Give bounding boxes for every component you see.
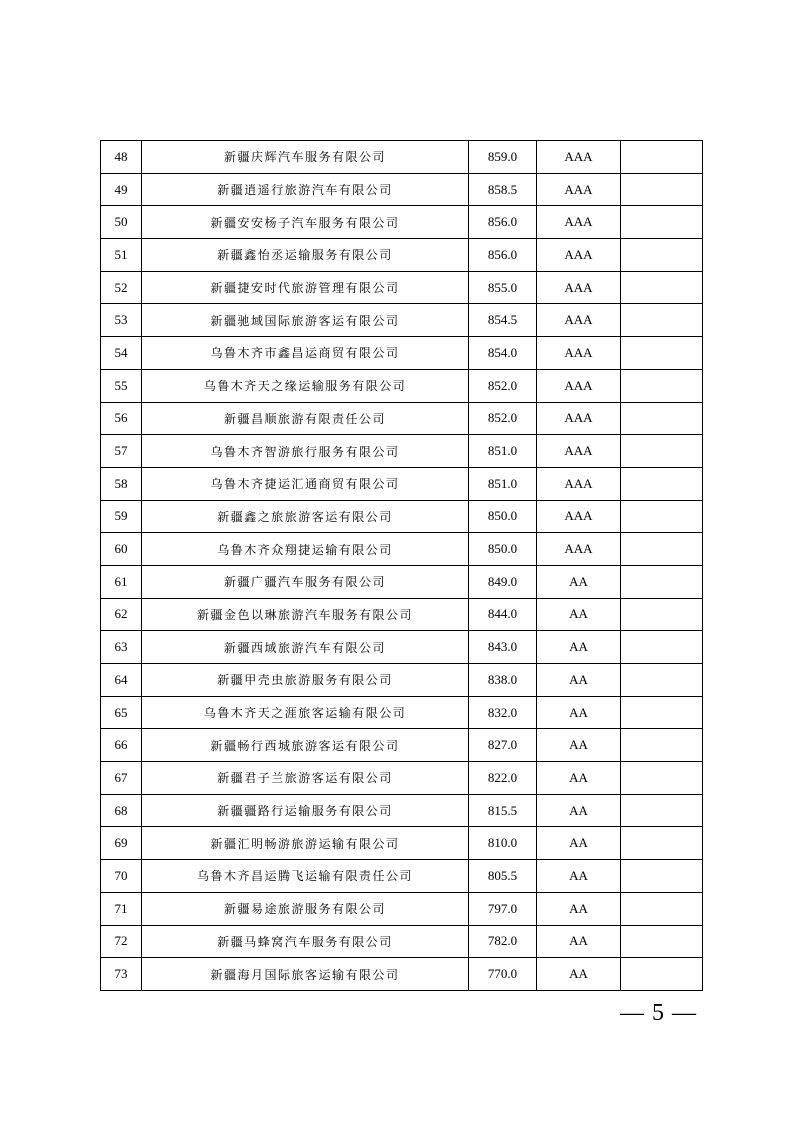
note-cell xyxy=(621,598,703,631)
row-number-cell: 71 xyxy=(101,892,142,925)
row-number-cell: 52 xyxy=(101,271,142,304)
note-cell xyxy=(621,892,703,925)
row-number-cell: 72 xyxy=(101,925,142,958)
grade-cell: AA xyxy=(537,860,621,893)
note-cell xyxy=(621,925,703,958)
table-row xyxy=(101,369,703,402)
note-cell xyxy=(621,762,703,795)
row-number-cell: 65 xyxy=(101,696,142,729)
grade-cell: AAA xyxy=(537,467,621,500)
company-name-cell: 新疆逍遥行旅游汽车有限公司 xyxy=(142,173,469,206)
company-name-cell: 新疆甲壳虫旅游服务有限公司 xyxy=(142,664,469,697)
grade-cell: AAA xyxy=(537,206,621,239)
note-cell xyxy=(621,206,703,239)
row-number-cell: 55 xyxy=(101,369,142,402)
note-cell xyxy=(621,369,703,402)
score-cell: 849.0 xyxy=(469,565,537,598)
note-cell xyxy=(621,173,703,206)
grade-cell: AA xyxy=(537,827,621,860)
row-number-cell: 73 xyxy=(101,958,142,991)
company-name-cell: 新疆海月国际旅客运输有限公司 xyxy=(142,958,469,991)
score-cell: 859.0 xyxy=(469,141,537,174)
grade-cell: AAA xyxy=(537,337,621,370)
note-cell xyxy=(621,664,703,697)
grade-cell: AAA xyxy=(537,141,621,174)
score-cell: 844.0 xyxy=(469,598,537,631)
company-name-cell: 乌鲁木齐昌运腾飞运输有限责任公司 xyxy=(142,860,469,893)
grade-cell: AAA xyxy=(537,239,621,272)
table-row xyxy=(101,729,703,762)
grade-cell: AAA xyxy=(537,402,621,435)
table-row xyxy=(101,239,703,272)
row-number-cell: 68 xyxy=(101,794,142,827)
company-name-cell: 新疆易途旅游服务有限公司 xyxy=(142,892,469,925)
company-name-cell: 新疆鑫之旅旅游客运有限公司 xyxy=(142,500,469,533)
company-name-cell: 新疆西域旅游汽车有限公司 xyxy=(142,631,469,664)
table-row xyxy=(101,598,703,631)
row-number-cell: 49 xyxy=(101,173,142,206)
company-name-cell: 新疆捷安时代旅游管理有限公司 xyxy=(142,271,469,304)
table-row xyxy=(101,402,703,435)
company-name-cell: 新疆广疆汽车服务有限公司 xyxy=(142,565,469,598)
score-cell: 810.0 xyxy=(469,827,537,860)
row-number-cell: 50 xyxy=(101,206,142,239)
note-cell xyxy=(621,533,703,566)
note-cell xyxy=(621,860,703,893)
company-name-cell: 乌鲁木齐天之涯旅客运输有限公司 xyxy=(142,696,469,729)
page-number: — 5 — xyxy=(620,1000,697,1026)
score-cell: 850.0 xyxy=(469,533,537,566)
table-row xyxy=(101,762,703,795)
row-number-cell: 64 xyxy=(101,664,142,697)
score-cell: 832.0 xyxy=(469,696,537,729)
company-name-cell: 新疆驰域国际旅游客运有限公司 xyxy=(142,304,469,337)
score-cell: 854.0 xyxy=(469,337,537,370)
score-cell: 852.0 xyxy=(469,369,537,402)
grade-cell: AA xyxy=(537,565,621,598)
table-row xyxy=(101,631,703,664)
row-number-cell: 66 xyxy=(101,729,142,762)
row-number-cell: 61 xyxy=(101,565,142,598)
score-cell: 851.0 xyxy=(469,467,537,500)
table-row xyxy=(101,565,703,598)
note-cell xyxy=(621,794,703,827)
grade-cell: AAA xyxy=(537,173,621,206)
note-cell xyxy=(621,402,703,435)
note-cell xyxy=(621,565,703,598)
score-cell: 827.0 xyxy=(469,729,537,762)
score-cell: 856.0 xyxy=(469,206,537,239)
note-cell xyxy=(621,304,703,337)
row-number-cell: 51 xyxy=(101,239,142,272)
score-cell: 850.0 xyxy=(469,500,537,533)
score-cell: 843.0 xyxy=(469,631,537,664)
table-row xyxy=(101,664,703,697)
table-row xyxy=(101,794,703,827)
score-cell: 851.0 xyxy=(469,435,537,468)
grade-cell: AA xyxy=(537,729,621,762)
table-row xyxy=(101,533,703,566)
note-cell xyxy=(621,467,703,500)
table-row xyxy=(101,696,703,729)
row-number-cell: 67 xyxy=(101,762,142,795)
table-row xyxy=(101,435,703,468)
row-number-cell: 69 xyxy=(101,827,142,860)
company-name-cell: 乌鲁木齐捷运汇通商贸有限公司 xyxy=(142,467,469,500)
company-name-cell: 新疆疆路行运输服务有限公司 xyxy=(142,794,469,827)
company-name-cell: 乌鲁木齐市鑫昌运商贸有限公司 xyxy=(142,337,469,370)
table-row xyxy=(101,173,703,206)
company-name-cell: 新疆鑫怡丞运输服务有限公司 xyxy=(142,239,469,272)
row-number-cell: 56 xyxy=(101,402,142,435)
note-cell xyxy=(621,271,703,304)
company-name-cell: 新疆金色以琳旅游汽车服务有限公司 xyxy=(142,598,469,631)
table-row xyxy=(101,141,703,174)
row-number-cell: 63 xyxy=(101,631,142,664)
note-cell xyxy=(621,958,703,991)
table-row xyxy=(101,925,703,958)
table-row xyxy=(101,467,703,500)
grade-cell: AA xyxy=(537,664,621,697)
table-body xyxy=(101,141,703,991)
score-cell: 782.0 xyxy=(469,925,537,958)
grade-cell: AA xyxy=(537,892,621,925)
table-row xyxy=(101,860,703,893)
note-cell xyxy=(621,239,703,272)
grade-cell: AA xyxy=(537,762,621,795)
company-name-cell: 新疆昌顺旅游有限责任公司 xyxy=(142,402,469,435)
note-cell xyxy=(621,729,703,762)
company-name-cell: 乌鲁木齐众翔捷运输有限公司 xyxy=(142,533,469,566)
note-cell xyxy=(621,696,703,729)
table-row xyxy=(101,304,703,337)
row-number-cell: 59 xyxy=(101,500,142,533)
grade-cell: AAA xyxy=(537,435,621,468)
row-number-cell: 48 xyxy=(101,141,142,174)
company-name-cell: 新疆庆辉汽车服务有限公司 xyxy=(142,141,469,174)
score-cell: 805.5 xyxy=(469,860,537,893)
table-row xyxy=(101,958,703,991)
table-row xyxy=(101,827,703,860)
row-number-cell: 70 xyxy=(101,860,142,893)
row-number-cell: 53 xyxy=(101,304,142,337)
grade-cell: AA xyxy=(537,598,621,631)
score-cell: 770.0 xyxy=(469,958,537,991)
grade-cell: AAA xyxy=(537,500,621,533)
grade-cell: AA xyxy=(537,794,621,827)
note-cell xyxy=(621,827,703,860)
company-name-cell: 乌鲁木齐天之缘运输服务有限公司 xyxy=(142,369,469,402)
row-number-cell: 57 xyxy=(101,435,142,468)
company-name-cell: 新疆马蜂窝汽车服务有限公司 xyxy=(142,925,469,958)
score-cell: 797.0 xyxy=(469,892,537,925)
score-cell: 838.0 xyxy=(469,664,537,697)
grade-cell: AAA xyxy=(537,533,621,566)
company-name-cell: 新疆君子兰旅游客运有限公司 xyxy=(142,762,469,795)
grade-cell: AA xyxy=(537,631,621,664)
grade-cell: AA xyxy=(537,925,621,958)
company-name-cell: 新疆汇明畅游旅游运输有限公司 xyxy=(142,827,469,860)
company-name-cell: 新疆安安杨子汽车服务有限公司 xyxy=(142,206,469,239)
table-row xyxy=(101,206,703,239)
score-cell: 854.5 xyxy=(469,304,537,337)
grade-cell: AAA xyxy=(537,271,621,304)
table-row xyxy=(101,892,703,925)
note-cell xyxy=(621,141,703,174)
note-cell xyxy=(621,435,703,468)
note-cell xyxy=(621,631,703,664)
grade-cell: AA xyxy=(537,958,621,991)
score-cell: 852.0 xyxy=(469,402,537,435)
table-row xyxy=(101,271,703,304)
table-row xyxy=(101,500,703,533)
score-cell: 815.5 xyxy=(469,794,537,827)
note-cell xyxy=(621,337,703,370)
score-cell: 858.5 xyxy=(469,173,537,206)
row-number-cell: 60 xyxy=(101,533,142,566)
table-row xyxy=(101,337,703,370)
score-cell: 856.0 xyxy=(469,239,537,272)
grade-cell: AAA xyxy=(537,369,621,402)
note-cell xyxy=(621,500,703,533)
score-cell: 822.0 xyxy=(469,762,537,795)
row-number-cell: 62 xyxy=(101,598,142,631)
company-name-cell: 新疆畅行西城旅游客运有限公司 xyxy=(142,729,469,762)
company-name-cell: 乌鲁木齐智游旅行服务有限公司 xyxy=(142,435,469,468)
score-cell: 855.0 xyxy=(469,271,537,304)
ranking-table xyxy=(100,140,703,991)
grade-cell: AAA xyxy=(537,304,621,337)
row-number-cell: 54 xyxy=(101,337,142,370)
row-number-cell: 58 xyxy=(101,467,142,500)
grade-cell: AA xyxy=(537,696,621,729)
